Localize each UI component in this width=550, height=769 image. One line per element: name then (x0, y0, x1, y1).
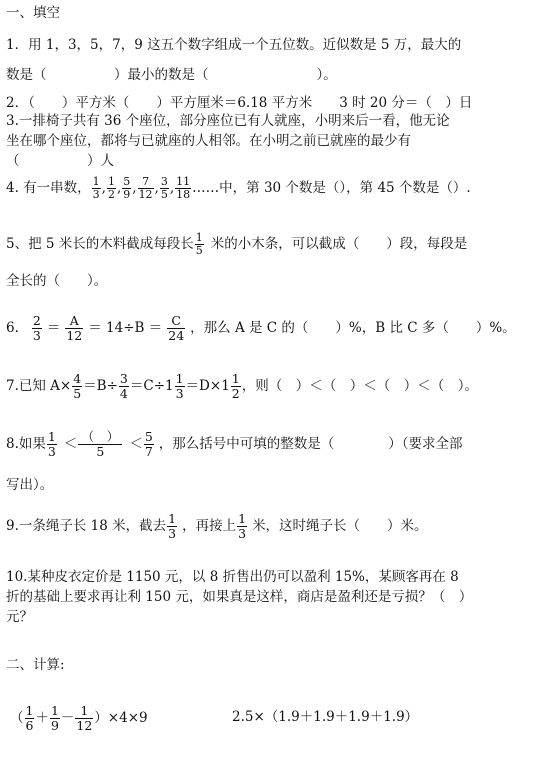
question-6: 6. $\frac{2}{3}$ ＝ $\frac{A}{12}$ ＝ 14÷B ＝ $\frac{C}{24}$ ，那么 A 是 C 的（ ）%，B 比 C 多（ ）%。 (6, 313, 516, 343)
fraction: $\frac{11}{18}$ (176, 175, 191, 201)
question-4: 4. 有一串数， $\frac{1}{3}$ , $\frac{1}{2}$ , $\frac{5}{9}$ , $\frac{7}{12}$ , $\frac{3}{5}$ , $\frac{11}{18}$ ……中，第 30 个数是（），第 45 个数是（）. (6, 175, 471, 201)
fraction: $\frac{1}{3}$ (47, 429, 56, 459)
fraction: $\frac{A}{12}$ (66, 313, 83, 343)
question-5-line2: 全长的（ ）。 (6, 273, 108, 289)
fraction: $\frac{1}{3}$ (175, 371, 184, 401)
question-2: 2．（ ）平方米（ ）平方厘米＝6.18 平方米 3 时 20 分＝（ ）日 (6, 95, 473, 111)
question-10-line2: 折的基础上要求再让利 150 元，如果真是这样，商店是盈利还是亏损？（ ） (6, 589, 473, 605)
question-9: 9.一条绳子长 18 米，截去 $\frac{1}{3}$ ，再接上 $\frac{1}{3}$ 米，这时绳子长（ ）米。 (6, 511, 428, 541)
fraction: $\frac{1}{5}$ (195, 231, 203, 257)
question-8-line2: 写出）。 (6, 477, 54, 493)
question-7: 7.已知 A× $\frac{4}{5}$ ＝B÷ $\frac{3}{4}$ ＝C÷1 $\frac{1}{3}$ ＝D×1 $\frac{1}{2}$ ，则（ ）＜（ ）＜（ ）＜（ ）。 (6, 371, 478, 401)
fraction: $\frac{5}{9}$ (123, 175, 131, 201)
section-title-fill: 一、填空 (6, 5, 60, 21)
question-3-line2: 坐在哪个座位，都将与已就座的人相邻。在小明之前已就座的最少有 (6, 133, 411, 149)
fraction: $\frac{1}{2}$ (107, 175, 115, 201)
fraction: $\frac{2}{3}$ (32, 313, 41, 343)
question-5-line1: 5、把 5 米长的木料截成每段长 $\frac{1}{5}$ 米的小木条，可以截成（ ）段，每段是 (6, 231, 468, 257)
question-10-line1: 10.某种皮衣定价是 1150 元，以 8 折售出仍可以盈利 15%，某顾客再在 8 (6, 569, 459, 585)
question-1-line1: 1．用 1，3，5，7，9 这五个数字组成一个五位数。近似数是 5 万，最大的 (6, 37, 462, 53)
fraction: $\frac{1}{3}$ (92, 175, 100, 201)
fraction: $\frac{1}{9}$ (50, 703, 59, 733)
question-3-line1: 3.一排椅子共有 36 个座位，部分座位已有人就座，小明来后一看，他无论 (6, 113, 450, 129)
fraction: $\frac{3}{5}$ (160, 175, 168, 201)
fraction: $\frac{1}{12}$ (76, 703, 93, 733)
fraction: $\frac{1}{2}$ (231, 371, 240, 401)
fraction: $\frac{3}{4}$ (119, 371, 128, 401)
section-title-calc: 二、计算: (6, 657, 65, 673)
question-1-line2: 数是（ ）最小的数是（ ）。 (6, 67, 337, 83)
question-10-line3: 元？ (6, 609, 33, 625)
fraction: $\frac{1}{6}$ (25, 703, 34, 733)
question-4-suffix: ……中，第 30 个数是（），第 45 个数是（）. (192, 180, 471, 196)
fraction: $\frac{5}{7}$ (144, 429, 153, 459)
question-3-line3: （ ）人 (6, 153, 114, 169)
question-8-line1: 8.如果 $\frac{1}{3}$ ＜ $\frac{( )}{5}$ ＜ $\frac{5}{7}$ ，那么括号中可填的整数是（ ）（要求全部 (6, 429, 463, 459)
fraction: $\frac{C}{24}$ (168, 313, 185, 343)
fraction: $\frac{( )}{5}$ (78, 430, 122, 459)
calc-expression-1: （ $\frac{1}{6}$ ＋ $\frac{1}{9}$ － $\frac{1}{12}$ ）×4×9 (10, 703, 148, 733)
calc-expression-2: 2.5×（1.9＋1.9＋1.9＋1.9） (232, 709, 419, 725)
question-4-prefix: 4. 有一串数， (6, 180, 91, 196)
fraction: $\frac{7}{12}$ (138, 175, 153, 201)
fraction: $\frac{4}{5}$ (73, 371, 82, 401)
fraction: $\frac{1}{3}$ (238, 511, 247, 541)
fraction: $\frac{1}{3}$ (168, 511, 177, 541)
